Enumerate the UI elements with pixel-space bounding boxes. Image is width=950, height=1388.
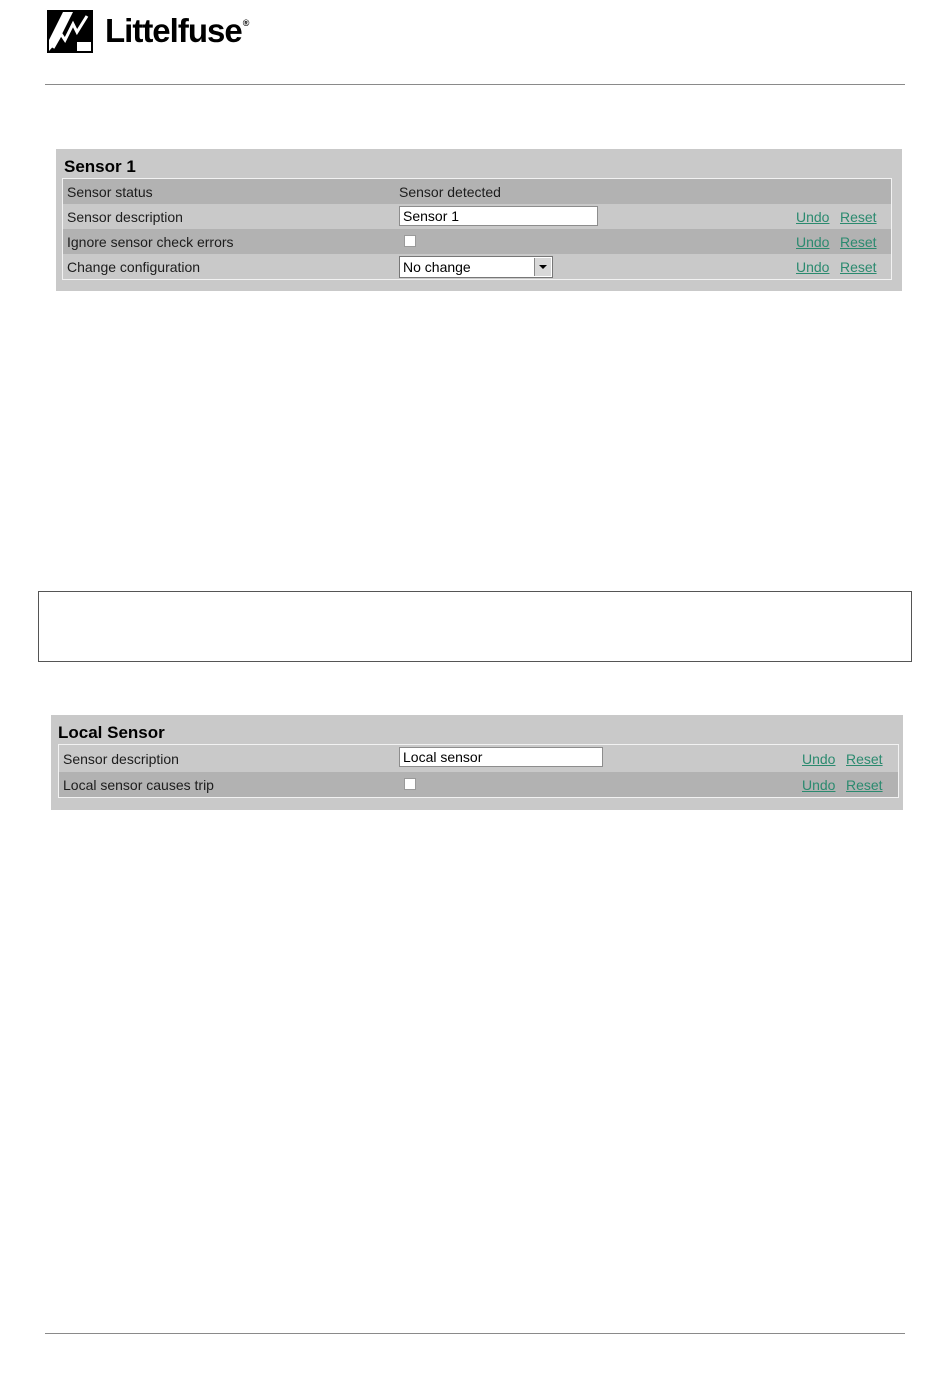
local-description-undo-link[interactable]: Undo [802,750,836,767]
local-description-reset-link[interactable]: Reset [846,750,883,767]
change-config-selected-value: No change [403,259,471,275]
local-description-row [59,745,898,772]
littelfuse-logo-icon [47,10,93,53]
footer-divider [45,1333,905,1334]
sensor1-title: Sensor 1 [64,157,136,176]
sensor-status-row [63,179,891,204]
ignore-errors-undo-link[interactable]: Undo [796,233,830,250]
local-description-input[interactable] [399,747,603,767]
dropdown-arrow-icon[interactable] [534,258,551,276]
ignore-errors-checkbox[interactable] [404,235,416,247]
sensor-description-undo-link[interactable]: Undo [796,208,830,225]
change-config-reset-link[interactable]: Reset [840,258,877,275]
change-config-label: Change configuration [67,258,201,275]
change-config-undo-link[interactable]: Undo [796,258,830,275]
ignore-errors-row [63,229,891,254]
sensor-description-input[interactable] [399,206,598,226]
brand-logo [47,9,248,53]
local-description-label: Sensor description [63,750,179,767]
change-config-row [63,254,891,279]
sensor-description-row [63,204,891,229]
local-sensor-panel [51,715,903,810]
ignore-errors-reset-link[interactable]: Reset [840,233,877,250]
local-sensor-title: Local Sensor [58,723,165,742]
header-divider [45,84,905,85]
ignore-errors-label: Ignore sensor check errors [67,233,234,250]
local-trip-reset-link[interactable]: Reset [846,776,883,793]
registered-mark: ® [242,18,249,28]
sensor-status-value: Sensor detected [399,183,501,200]
change-config-select[interactable] [399,256,553,278]
brand-name: Littelfuse® [105,12,249,49]
sensor-description-reset-link[interactable]: Reset [840,208,877,225]
sensor-description-label: Sensor description [67,208,183,225]
sensor1-panel [56,149,902,291]
empty-note-box [38,591,912,662]
local-sensor-table [58,744,899,798]
sensor1-table [62,178,892,280]
local-trip-undo-link[interactable]: Undo [802,776,836,793]
local-trip-row [59,772,898,797]
local-trip-checkbox[interactable] [404,778,416,790]
local-trip-label: Local sensor causes trip [63,776,214,793]
sensor-status-label: Sensor status [67,183,153,200]
